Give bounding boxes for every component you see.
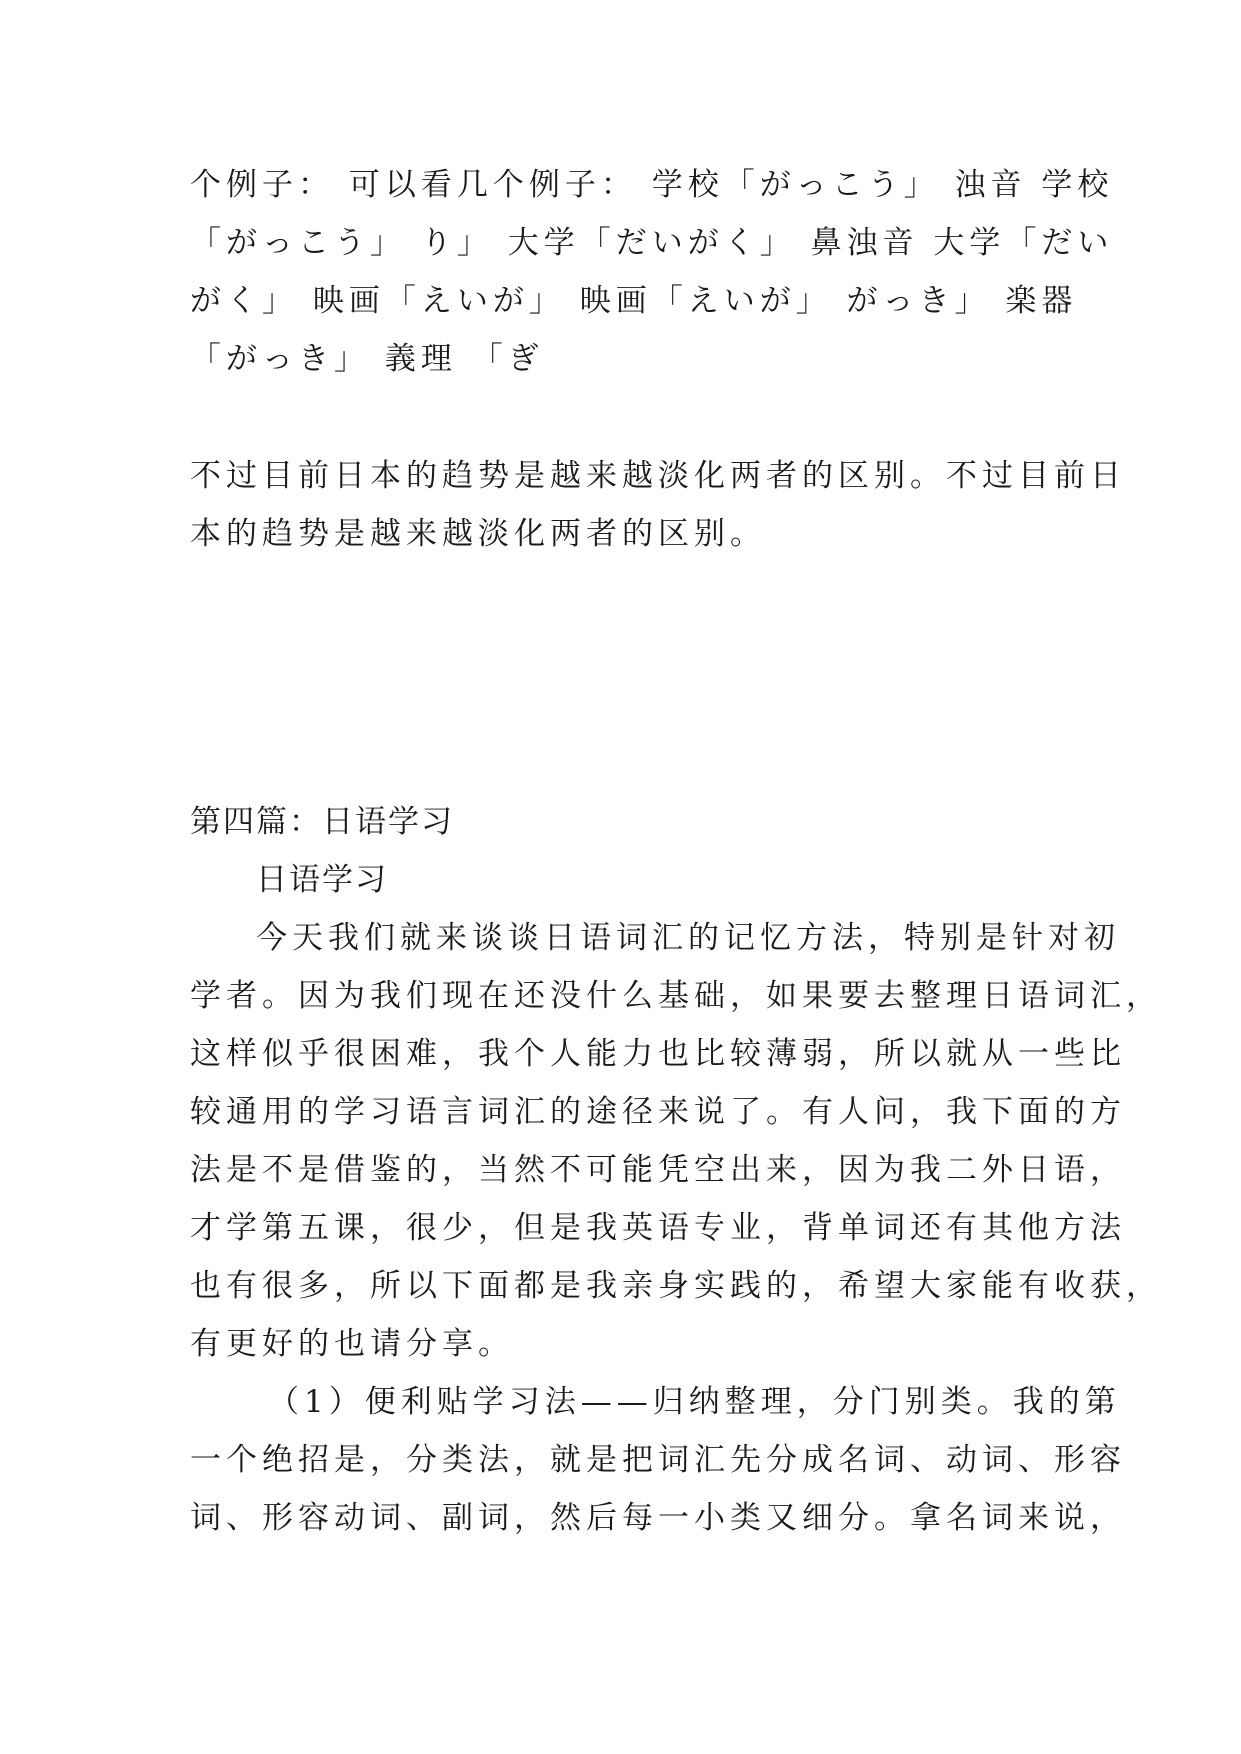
article-section <box>190 793 1162 1547</box>
body-paragraph <box>190 1373 1126 1547</box>
text-line: 词、形容动词、副词，然后每一小类又细分。拿名词来说， <box>190 1500 1126 1536</box>
text-line: 这样似乎很困难，我个人能力也比较薄弱，所以就从一些比 <box>190 1036 1126 1072</box>
article-subtitle: 日语学习 <box>256 862 388 898</box>
text-line: 有更好的也请分享。 <box>190 1326 514 1362</box>
text-line: 法是不是借鉴的，当然不可能凭空出来，因为我二外日语， <box>190 1152 1126 1188</box>
text-line: 本的趋势是越来越淡化两者的区别。 <box>190 516 766 552</box>
text-line: 一个绝招是，分类法，就是把词汇先分成名词、动词、形容 <box>190 1442 1126 1478</box>
text-line: 「がっこう」 り」 大学「だいがく」 鼻浊音 大学「だい <box>190 225 1114 261</box>
text-line: 学者。因为我们现在还没什么基础，如果要去整理日语词汇， <box>190 978 1162 1014</box>
body-paragraph <box>190 909 1162 1373</box>
text-line: 也有很多，所以下面都是我亲身实践的，希望大家能有收获， <box>190 1268 1162 1304</box>
trend-paragraph <box>190 447 1126 563</box>
text-line: がく」 映画「えいが」 映画「えいが」 がっき」 楽器 <box>190 283 1078 319</box>
text-line: 今天我们就来谈谈日语词汇的记忆方法，特别是针对初 <box>256 920 1120 956</box>
text-line: 个例子： 可以看几个例子： 学校「がっこう」 浊音 学校 <box>190 167 1114 203</box>
text-line: 不过目前日本的趋势是越来越淡化两者的区别。不过目前日 <box>190 458 1126 494</box>
text-line: （1）便利贴学习法——归纳整理，分门别类。我的第 <box>268 1384 1121 1420</box>
text-line: 较通用的学习语言词汇的途径来说了。有人问，我下面的方 <box>190 1094 1126 1130</box>
text-line: 「がっき」 義理 「ぎ <box>190 341 544 377</box>
example-words-paragraph <box>190 156 1114 388</box>
text-line: 才学第五课，很少，但是我英语专业，背单词还有其他方法 <box>190 1210 1126 1246</box>
section-heading: 第四篇：日语学习 <box>190 804 454 840</box>
